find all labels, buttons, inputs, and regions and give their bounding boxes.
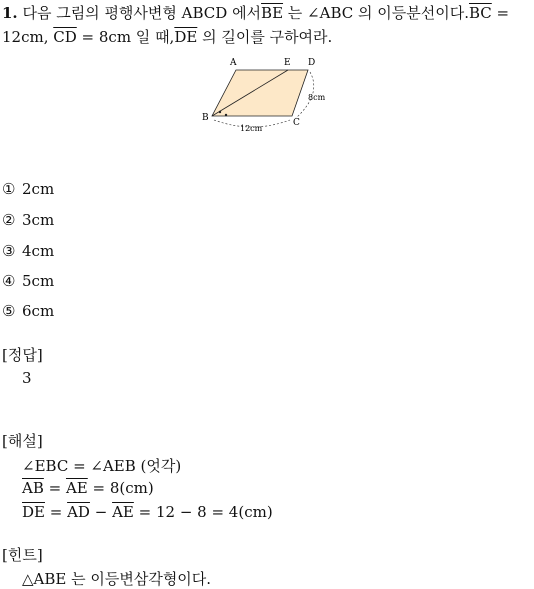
choice-text: 2cm xyxy=(22,180,55,198)
value-text: = 8(cm) xyxy=(87,479,154,497)
choice-text: 5cm xyxy=(22,272,55,290)
segment-be: $\overline{BE}$ xyxy=(261,4,284,22)
bc-length: 12cm, xyxy=(2,28,54,46)
choice-text: 3cm xyxy=(22,211,55,229)
label-a: A xyxy=(230,58,237,68)
segment-bc: $\overline{BC}$ xyxy=(468,4,492,22)
choice-text: 4cm xyxy=(22,242,55,260)
hint-text: △ABE 는 이등변삼각형이다. xyxy=(22,570,212,588)
question-number: 1. xyxy=(2,4,18,22)
choice-2[interactable] xyxy=(2,211,54,229)
choice-mark: ③ xyxy=(2,242,16,260)
hint-label: [힌트] xyxy=(2,546,43,564)
choice-mark: ⑤ xyxy=(2,302,16,320)
angle-mark-1 xyxy=(219,111,221,113)
question-text: 다음 그림의 평행사변형 ABCD 에서 xyxy=(22,4,262,22)
label-e: E xyxy=(284,58,291,68)
choice-mark: ② xyxy=(2,211,16,229)
choice-text: 6cm xyxy=(22,302,55,320)
segment-ae: $\overline{AE}$ xyxy=(112,503,134,521)
explanation-line-2 xyxy=(22,479,154,497)
segment-ae: $\overline{AE}$ xyxy=(65,479,88,497)
choice-4[interactable] xyxy=(2,272,54,290)
choice-1[interactable] xyxy=(2,180,54,198)
explanation-line-3 xyxy=(22,503,273,521)
segment-cd: $\overline{CD}$ xyxy=(53,28,77,46)
segment-de: $\overline{DE}$ xyxy=(174,28,198,46)
parallelogram-figure xyxy=(200,54,340,140)
angle-mark-2 xyxy=(225,114,227,116)
explanation-line-1: ∠EBC = ∠AEB (엇각) xyxy=(22,457,182,475)
minus-sign: − xyxy=(89,503,113,521)
choice-mark: ④ xyxy=(2,272,16,290)
segment-ab: $\overline{AB}$ xyxy=(22,479,44,497)
label-bc-length: 12cm xyxy=(240,124,263,133)
cd-length: = 8cm 일 때, xyxy=(76,28,175,46)
question-text-cont: 는 ∠ABC 의 이등분선이다. xyxy=(283,4,469,22)
label-cd-length: 8cm xyxy=(308,93,326,102)
equals-sign: = xyxy=(43,479,66,497)
label-b: B xyxy=(202,113,209,123)
parallelogram-shape xyxy=(212,70,308,116)
choice-5[interactable] xyxy=(2,302,54,320)
label-c: C xyxy=(293,118,300,128)
question-ask: 의 길이를 구하여라. xyxy=(197,28,333,46)
question-line-2 xyxy=(2,26,332,47)
equals-sign: = xyxy=(44,503,68,521)
equals-sign: = xyxy=(491,4,510,22)
explanation-label: [해설] xyxy=(2,432,43,450)
value-text: = 12 − 8 = 4(cm) xyxy=(133,503,273,521)
choice-3[interactable] xyxy=(2,242,54,260)
answer-value: 3 xyxy=(22,369,32,387)
answer-label: [정답] xyxy=(2,346,43,364)
segment-de: $\overline{DE}$ xyxy=(22,503,45,521)
label-d: D xyxy=(308,58,316,68)
segment-ad: $\overline{AD}$ xyxy=(67,503,90,521)
question-line-1 xyxy=(2,2,509,23)
choice-mark: ① xyxy=(2,180,16,198)
